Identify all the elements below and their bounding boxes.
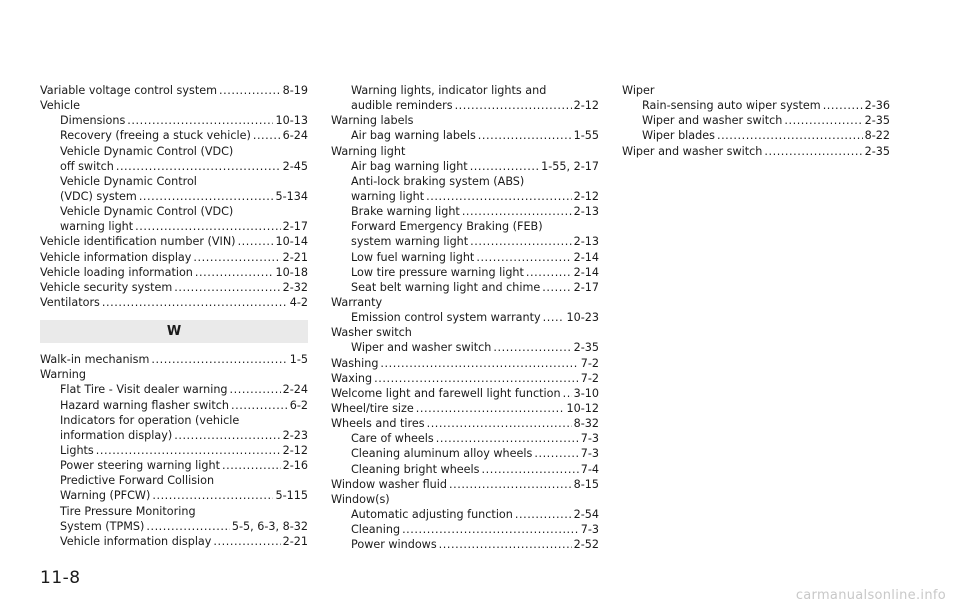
- index-entry: [622, 128, 890, 143]
- dot-leader: [151, 352, 287, 367]
- entry-term: Power windows: [351, 538, 437, 552]
- dot-leader: [426, 189, 571, 204]
- entry-term: Air bag warning labels: [351, 129, 476, 143]
- dot-leader: [195, 265, 274, 280]
- entry-term: Hazard warning flasher switch: [60, 398, 229, 412]
- entry-page: 2-45: [282, 159, 308, 173]
- entry-term: Warning (PFCW): [60, 489, 151, 503]
- dot-leader: [482, 462, 579, 477]
- dot-leader: [515, 507, 572, 522]
- entry-term: Seat belt warning light and chime: [351, 280, 541, 294]
- dot-leader: [470, 234, 571, 249]
- dot-leader: [717, 128, 863, 143]
- dot-leader: [174, 280, 280, 295]
- entry-page: 2-14: [573, 265, 599, 279]
- entry-term: Vehicle security system: [40, 280, 173, 294]
- index-entry: [40, 488, 308, 503]
- index-entry: [331, 234, 599, 249]
- index-entry: [40, 443, 308, 458]
- entry-page: 5-5, 6-3, 8-32: [231, 519, 308, 533]
- entry-term: Care of wheels: [351, 432, 434, 446]
- entry-term: Wiper and washer switch: [642, 114, 783, 128]
- index-entry: [331, 507, 599, 522]
- dot-leader: [764, 144, 862, 159]
- entry-term: Lights: [60, 443, 94, 457]
- entry-page: 10-14: [275, 235, 308, 249]
- entry-term: Flat Tire - Visit dealer warning: [60, 383, 228, 397]
- index-entry: [622, 98, 890, 113]
- dot-leader: [478, 128, 572, 143]
- entry-term: Welcome light and farewell light function: [331, 386, 561, 400]
- index-entry: [622, 144, 890, 159]
- entry-page: 2-24: [282, 383, 308, 397]
- index-entry: [40, 352, 308, 367]
- dot-leader: [784, 113, 862, 128]
- index-entry: [331, 431, 599, 446]
- entry-page: 7-4: [580, 462, 599, 476]
- index-entry: [331, 386, 599, 401]
- index-heading: Window(s): [331, 492, 390, 506]
- index-entry: [331, 356, 599, 371]
- index-group-v: [40, 83, 308, 310]
- dot-leader: [230, 382, 281, 397]
- entry-page: 6-2: [289, 398, 308, 412]
- entry-page: 2-35: [573, 341, 599, 355]
- entry-term: Power steering warning light: [60, 459, 220, 473]
- entry-page: 7-3: [580, 523, 599, 537]
- entry-page: 4-2: [289, 295, 308, 309]
- entry-page: 7-2: [580, 356, 599, 370]
- entry-page: 7-2: [580, 371, 599, 385]
- index-entry: [40, 265, 308, 280]
- index-entry: [40, 534, 308, 549]
- dot-leader: [455, 98, 572, 113]
- index-heading: Washer switch: [331, 326, 412, 340]
- section-header-w: [40, 320, 308, 343]
- entry-page: 1-55, 2-17: [541, 159, 599, 173]
- entry-page: 10-23: [566, 311, 599, 325]
- entry-page: 5-134: [275, 189, 308, 203]
- index-entry: [331, 537, 599, 552]
- entry-page: 2-21: [282, 250, 308, 264]
- index-heading: Warranty: [331, 295, 383, 309]
- entry-page: 2-13: [573, 205, 599, 219]
- entry-page: 10-12: [566, 401, 599, 415]
- index-entry: [331, 250, 599, 265]
- entry-term: Cleaning aluminum alloy wheels: [351, 447, 533, 461]
- index-heading: Warning light: [331, 144, 406, 158]
- index-heading: Vehicle Dynamic Control (VDC): [60, 144, 234, 158]
- entry-page: 2-36: [864, 99, 890, 113]
- index-entry: [40, 280, 308, 295]
- entry-term: Rain-sensing auto wiper system: [642, 99, 821, 113]
- entry-term: Waxing: [331, 371, 373, 385]
- index-entry: [331, 371, 599, 386]
- index-entry: [331, 477, 599, 492]
- entry-page: 8-19: [282, 84, 308, 97]
- entry-page: 2-17: [573, 280, 599, 294]
- entry-page: 10-13: [275, 114, 308, 128]
- dot-leader: [231, 398, 288, 413]
- entry-term: Recovery (freeing a stuck vehicle): [60, 129, 251, 143]
- index-entry: [331, 401, 599, 416]
- index-entry: [40, 398, 308, 413]
- index-entry: [40, 295, 308, 310]
- entry-term: Washing: [331, 356, 379, 370]
- entry-term: Low fuel warning light: [351, 250, 475, 264]
- index-entry: [331, 462, 599, 477]
- index-entry: [40, 382, 308, 397]
- entry-term: Vehicle information display: [60, 534, 212, 548]
- index-entry: [331, 159, 599, 174]
- dot-leader: [139, 189, 274, 204]
- dot-leader: [374, 371, 579, 386]
- index-entry: [331, 189, 599, 204]
- entry-term: Air bag warning light: [351, 159, 468, 173]
- dot-leader: [416, 401, 565, 416]
- entry-term: Variable voltage control system: [40, 84, 217, 97]
- entry-term: Low tire pressure warning light: [351, 265, 524, 279]
- index-heading: Vehicle Dynamic Control (VDC): [60, 205, 234, 219]
- index-entry: [331, 265, 599, 280]
- dot-leader: [823, 98, 863, 113]
- index-entry: [331, 446, 599, 461]
- entry-term: Wiper blades: [642, 129, 715, 143]
- index-entry: [40, 128, 308, 143]
- entry-term: Vehicle loading information: [40, 265, 193, 279]
- entry-page: 2-17: [282, 220, 308, 234]
- index-entry: [40, 250, 308, 265]
- dot-leader: [449, 477, 572, 492]
- index-heading: Forward Emergency Braking (FEB): [351, 220, 543, 234]
- dot-leader: [146, 519, 229, 534]
- entry-page: 8-32: [573, 417, 599, 431]
- entry-page: 2-12: [573, 99, 599, 113]
- index-entry: [40, 519, 308, 534]
- dot-leader: [526, 265, 572, 280]
- entry-page: 2-14: [573, 250, 599, 264]
- entry-page: 1-5: [289, 353, 308, 367]
- entry-term: warning light: [60, 220, 134, 234]
- index-entry: [331, 522, 599, 537]
- index-heading: Tire Pressure Monitoring: [60, 504, 196, 518]
- dot-leader: [427, 416, 572, 431]
- index-entry: [40, 219, 308, 234]
- entry-term: Emission control system warranty: [351, 311, 541, 325]
- dot-leader: [135, 219, 280, 234]
- entry-term: Automatic adjusting function: [351, 507, 513, 521]
- index-heading: Wiper: [622, 84, 655, 97]
- index-heading: Warning: [40, 368, 86, 382]
- index-entry: [331, 204, 599, 219]
- dot-leader: [116, 159, 281, 174]
- entry-term: warning light: [351, 189, 425, 203]
- index-group-w: [40, 352, 308, 549]
- dot-leader: [127, 113, 273, 128]
- entry-page: 2-12: [282, 443, 308, 457]
- entry-term: Vehicle information display: [40, 250, 192, 264]
- entry-term: Dimensions: [60, 114, 126, 128]
- index-entry: [40, 428, 308, 443]
- entry-page: 2-16: [282, 459, 308, 473]
- dot-leader: [493, 340, 571, 355]
- index-heading: Warning labels: [331, 114, 414, 128]
- dot-leader: [436, 431, 579, 446]
- index-heading: Warning lights, indicator lights and: [351, 84, 547, 97]
- entry-page: 2-32: [282, 280, 308, 294]
- dot-leader: [402, 522, 579, 537]
- index-entry: [40, 83, 308, 98]
- dot-leader: [102, 295, 288, 310]
- index-entry: [40, 234, 308, 249]
- dot-leader: [534, 446, 578, 461]
- index-entry: [331, 98, 599, 113]
- entry-term: System (TPMS): [60, 519, 145, 533]
- index-heading: Vehicle Dynamic Control: [60, 174, 197, 188]
- index-entry: [40, 458, 308, 473]
- entry-page: 8-15: [573, 477, 599, 491]
- entry-page: 3-10: [573, 386, 599, 400]
- dot-leader: [470, 159, 539, 174]
- entry-page: 2-23: [282, 428, 308, 442]
- dot-leader: [439, 537, 572, 552]
- index-entry: [331, 416, 599, 431]
- dot-leader: [462, 204, 572, 219]
- entry-term: Wiper and washer switch: [351, 341, 492, 355]
- entry-page: 2-35: [864, 114, 890, 128]
- entry-term: Brake warning light: [351, 205, 460, 219]
- entry-page: 2-54: [573, 507, 599, 521]
- entry-term: off switch: [60, 159, 114, 173]
- entry-term: Cleaning bright wheels: [351, 462, 480, 476]
- entry-page: 8-22: [864, 129, 890, 143]
- index-column-2: [331, 83, 599, 552]
- index-entry: [40, 113, 308, 128]
- entry-term: (VDC) system: [60, 189, 137, 203]
- dot-leader: [222, 458, 281, 473]
- entry-page: 2-52: [573, 538, 599, 552]
- entry-term: Window washer fluid: [331, 477, 447, 491]
- entry-page: 2-13: [573, 235, 599, 249]
- entry-term: information display): [60, 428, 173, 442]
- watermark: carmanualsonline.info: [795, 588, 946, 603]
- entry-page: 2-21: [282, 534, 308, 548]
- entry-page: 7-3: [580, 432, 599, 446]
- index-entry: [331, 280, 599, 295]
- entry-page: 2-12: [573, 189, 599, 203]
- entry-term: Ventilators: [40, 295, 100, 309]
- dot-leader: [174, 428, 280, 443]
- entry-term: Cleaning: [351, 523, 401, 537]
- entry-page: 10-18: [275, 265, 308, 279]
- dot-leader: [253, 128, 281, 143]
- index-entry: [40, 189, 308, 204]
- section-letter: W: [166, 324, 182, 340]
- entry-term: Vehicle identification number (VIN): [40, 235, 236, 249]
- dot-leader: [193, 250, 280, 265]
- entry-page: 6-24: [282, 129, 308, 143]
- index-column-1: [40, 83, 308, 549]
- dot-leader: [219, 83, 281, 98]
- entry-term: Walk-in mechanism: [40, 353, 150, 367]
- dot-leader: [152, 488, 273, 503]
- dot-leader: [96, 443, 281, 458]
- index-entry: [331, 128, 599, 143]
- entry-page: 2-35: [864, 144, 890, 158]
- dot-leader: [238, 234, 274, 249]
- entry-page: 5-115: [275, 489, 308, 503]
- page-number: 11-8: [40, 568, 81, 588]
- index-heading: Anti-lock braking system (ABS): [351, 174, 525, 188]
- dot-leader: [476, 250, 571, 265]
- index-entry: [622, 113, 890, 128]
- index-heading: Vehicle: [40, 99, 81, 113]
- index-entry: [331, 340, 599, 355]
- entry-term: audible reminders: [351, 99, 453, 113]
- entry-page: 7-3: [580, 447, 599, 461]
- index-entry: [331, 310, 599, 325]
- dot-leader: [563, 386, 572, 401]
- index-heading: Predictive Forward Collision: [60, 474, 215, 488]
- dot-leader: [542, 280, 571, 295]
- dot-leader: [543, 310, 565, 325]
- index-heading: Indicators for operation (vehicle: [60, 413, 240, 427]
- entry-page: 1-55: [573, 129, 599, 143]
- entry-term: Wiper and washer switch: [622, 144, 763, 158]
- entry-term: system warning light: [351, 235, 469, 249]
- entry-term: Wheels and tires: [331, 417, 425, 431]
- dot-leader: [380, 356, 578, 371]
- index-column-3: [622, 83, 890, 159]
- index-entry: [40, 159, 308, 174]
- entry-term: Wheel/tire size: [331, 401, 414, 415]
- dot-leader: [213, 534, 280, 549]
